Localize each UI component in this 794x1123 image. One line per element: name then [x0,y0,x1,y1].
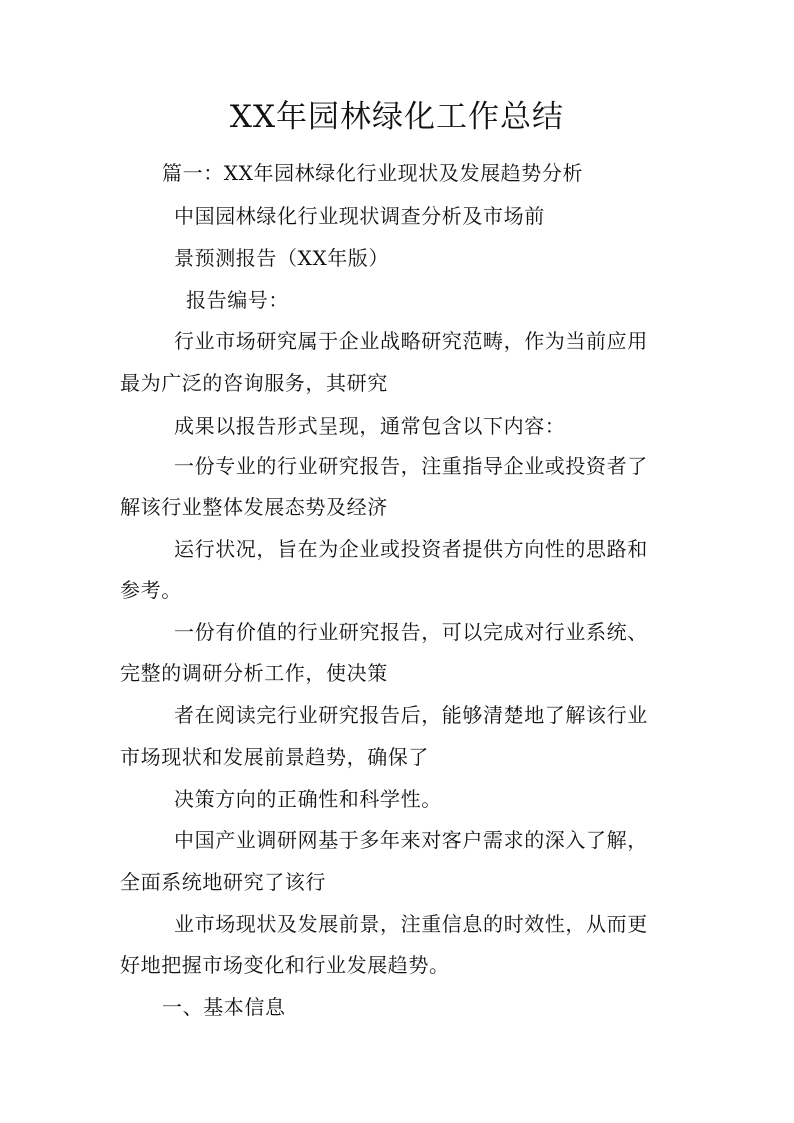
body-line: 行业市场研究属于企业战略研究范畴，作为当前应用 [174,329,648,353]
section-heading: 一、基本信息 [162,995,286,1019]
body-line: 成果以报告形式呈现，通常包含以下内容： [174,414,566,438]
body-line: 中国园林绿化行业现状调查分析及市场前 [174,204,545,228]
body-line: 参考。 [120,578,182,602]
body-line: 业市场现状及发展前景，注重信息的时效性，从而更 [174,912,648,936]
body-line: 一份专业的行业研究报告，注重指导企业或投资者了 [174,454,648,478]
body-line: 好地把握市场变化和行业发展趋势。 [120,953,450,977]
body-line: 一份有价值的行业研究报告，可以完成对行业系统、 [174,620,648,644]
section-heading: 篇一：XX年园林绿化行业现状及发展趋势分析 [162,161,584,185]
body-line: 中国产业调研网基于多年来对客户需求的深入了解， [174,828,648,852]
body-line: 景预测报告（XX年版） [174,246,390,270]
body-line: 完整的调研分析工作，使决策 [120,661,388,685]
body-line: 报告编号： [186,288,289,312]
body-line: 最为广泛的咨询服务，其研究 [120,371,388,395]
body-line: 者在阅读完行业研究报告后，能够清楚地了解该行业 [174,703,648,727]
body-line: 决策方向的正确性和科学性。 [174,787,442,811]
body-line: 市场现状和发展前景趋势，确保了 [120,745,429,769]
body-line: 运行状况，旨在为企业或投资者提供方向性的思路和 [174,537,648,561]
body-line: 解该行业整体发展态势及经济 [120,495,388,519]
body-line: 全面系统地研究了该行 [120,870,326,894]
document-title: XX年园林绿化工作总结 [229,99,565,135]
